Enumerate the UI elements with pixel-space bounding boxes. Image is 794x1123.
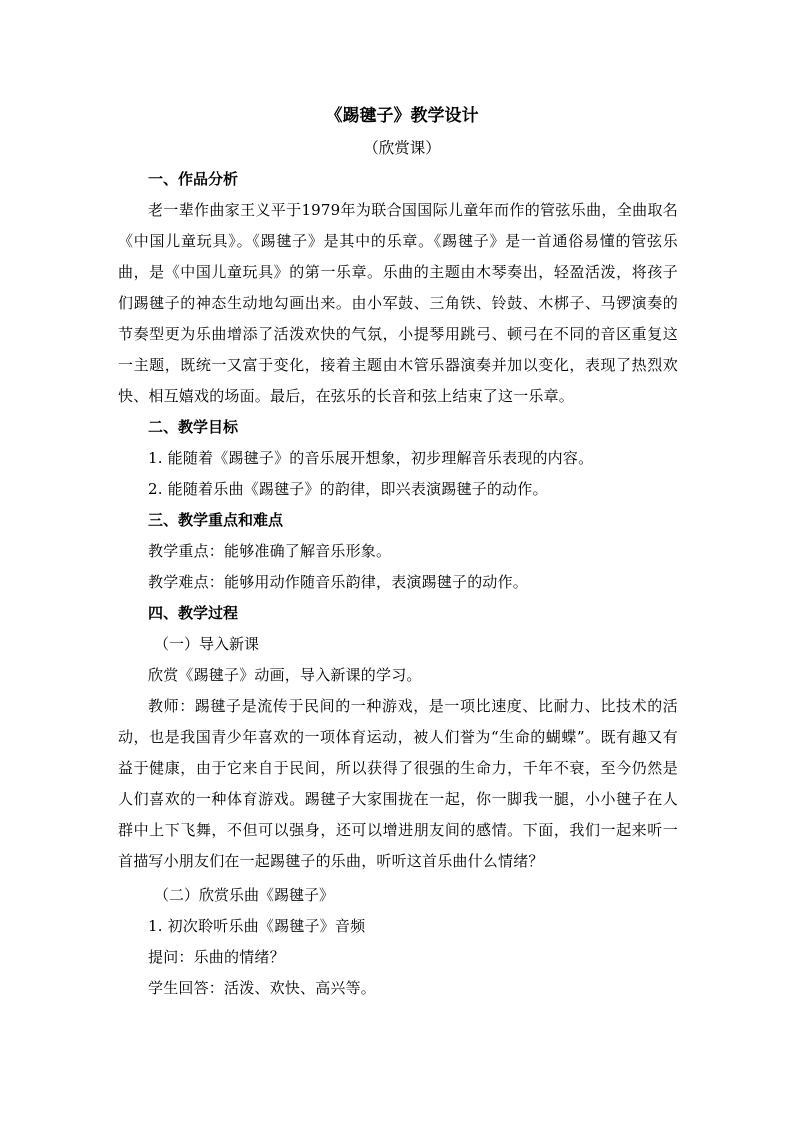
section-heading-key-points: 三、教学重点和难点 (148, 511, 284, 529)
intro-text: 欣赏《踢毽子》动画，导入新课的学习。 (148, 666, 422, 684)
document-page (118, 100, 678, 1004)
question-text: 提问：乐曲的情绪？ (148, 948, 285, 966)
goal-item: 1. 能随着《踢毽子》的音乐展开想象，初步理解音乐表现的内容。 (148, 449, 594, 467)
document-subtitle: （欣赏课） (363, 139, 441, 157)
analysis-paragraph: 老一辈作曲家王义平于1979年为联合国国际儿童年而作的管弦乐曲，全曲取名《中国儿童玩具》。《踢毽子》是其中的乐章。《踢毽子》是一首通俗易懂的管弦乐曲，是《中国儿童玩具》的第一乐章。乐曲的主题由木琴奏出，轻盈活泼，将孩子们踢毽子的神态生动地勾画出来。由小军鼓、三角铁、铃鼓、木梆子、马锣演奏的节奏型更为乐曲增添了活泼欢快的气氛，小提琴用跳弓、顿弓在不同的音区重复这一主题，既统一又富于变化，接着主题由木管乐器演奏并加以变化，表现了热烈欢快、相互嬉戏的场面。最后，在弦乐的长音和弦上结束了这一乐章。 (118, 201, 678, 405)
section-heading-analysis: 一、作品分析 (148, 170, 239, 188)
difficulty-text: 教学难点：能够用动作随音乐韵律，表演踢毽子的动作。 (148, 573, 529, 591)
section-heading-goals: 二、教学目标 (148, 418, 239, 436)
subsection-heading-appreciation: （二）欣赏乐曲《踢毽子》 (154, 886, 335, 904)
goal-item: 2. 能随着乐曲《踢毽子》的韵律，即兴表演踢毽子的动作。 (148, 480, 548, 498)
subsection-heading-intro: （一）导入新课 (154, 635, 260, 653)
teacher-speech: 教师：踢毽子是流传于民间的一种游戏，是一项比速度、比耐力、比技术的活动，也是我国青少年喜欢的一项体育运动，被人们誉为“生命的蝴蝶”。既有趣又有益于健康，由于它来自于民间，所以获得了很强的生命力，千年不衰，至今仍然是人们喜欢的一种体育游戏。踢毽子大家围拢在一起，你一脚我一腿，小小毽子在人群中上下飞舞，不但可以强身，还可以增进朋友间的感情。下面，我们一起来听一首描写小朋友们在一起踢毽子的乐曲，听听这首乐曲什么情绪？ (118, 697, 678, 870)
document-title: 《踢毽子》教学设计 (325, 106, 479, 126)
section-heading-process: 四、教学过程 (148, 604, 239, 622)
key-point-text: 教学重点：能够准确了解音乐形象。 (148, 542, 392, 560)
answer-text: 学生回答：活泼、欢快、高兴等。 (148, 979, 377, 997)
step-text: 1. 初次聆听乐曲《踢毽子》音频 (148, 917, 366, 935)
